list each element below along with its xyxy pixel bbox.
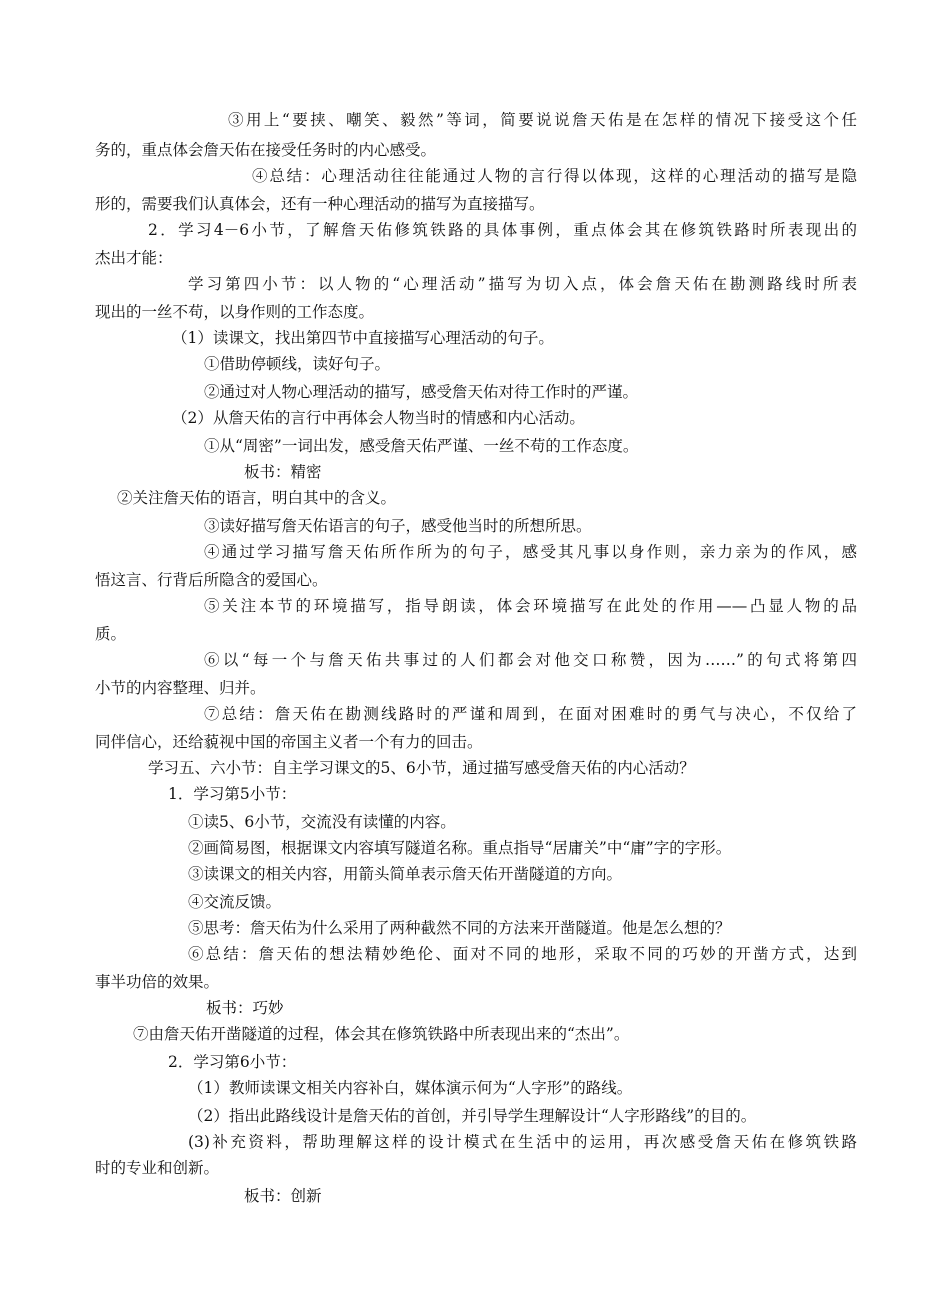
paragraph-line: 2．学习4－6小节，了解詹天佑修筑铁路的具体事例，重点体会其在修筑铁路时所表现出的 [148, 221, 857, 239]
paragraph-line: 务的，重点体会詹天佑在接受任务时的内心感受。 [95, 141, 437, 159]
board-note: 板书：精密 [244, 463, 322, 481]
paragraph-line: ①从“周密”一词出发，感受詹天佑严谨、一丝不苟的工作态度。 [204, 437, 639, 455]
paragraph-line: 时的专业和创新。 [95, 1159, 220, 1177]
paragraph-line: 1．学习第5小节： [168, 785, 297, 803]
paragraph-line: ⑥以“每一个与詹天佑共事过的人们都会对他交口称赞，因为……”的句式将第四 [204, 651, 857, 669]
paragraph-line: ③读好描写詹天佑语言的句子，感受他当时的所想所思。 [204, 517, 592, 535]
paragraph-line: 学习第四小节：以人物的“心理活动”描写为切入点，体会詹天佑在勘测路线时所表 [188, 275, 857, 293]
paragraph-line: 学习五、六小节：自主学习课文的5、6小节，通过描写感受詹天佑的内心活动？ [148, 759, 695, 777]
paragraph-line: ②画简易图，根据课文内容填写隧道名称。重点指导“居庸关”中“庸”字的字形。 [188, 839, 732, 857]
paragraph-line: 悟这言、行背后所隐含的爱国心。 [95, 571, 328, 589]
paragraph-line: ③读课文的相关内容，用箭头简单表示詹天佑开凿隧道的方向。 [188, 865, 623, 883]
paragraph-line: 事半功倍的效果。 [95, 973, 220, 991]
paragraph-line: 同伴信心，还给藐视中国的帝国主义者一个有力的回击。 [95, 733, 483, 751]
paragraph-line: ②关注詹天佑的语言，明白其中的含义。 [117, 489, 397, 507]
paragraph-line: 2．学习第6小节： [168, 1053, 297, 1071]
paragraph-line: ④通过学习描写詹天佑所作所为的句子，感受其凡事以身作则，亲力亲为的作风，感 [204, 543, 857, 561]
paragraph-line: ④交流反馈。 [188, 893, 282, 911]
paragraph-line: ⑦总结：詹天佑在勘测线路时的严谨和周到，在面对困难时的勇气与决心，不仅给了 [204, 705, 857, 723]
paragraph-line: ⑥总结：詹天佑的想法精妙绝伦、面对不同的地形，采取不同的巧妙的开凿方式，达到 [188, 945, 857, 963]
paragraph-line: （2）指出此路线设计是詹天佑的首创，并引导学生理解设计“人字形路线”的目的。 [188, 1107, 757, 1125]
paragraph-line: 现出的一丝不苟，以身作则的工作态度。 [95, 303, 375, 321]
paragraph-line: ②通过对人物心理活动的描写，感受詹天佑对待工作时的严谨。 [204, 383, 639, 401]
paragraph-line: ①借助停顿线，读好句子。 [204, 355, 391, 373]
paragraph-line: 形的，需要我们认真体会，还有一种心理活动的描写为直接描写。 [95, 195, 545, 213]
paragraph-line: ⑤关注本节的环境描写，指导朗读，体会环境描写在此处的作用——凸显人物的品 [204, 597, 857, 615]
paragraph-line: (3)补充资料，帮助理解这样的设计模式在生活中的运用，再次感受詹天佑在修筑铁路 [188, 1133, 857, 1151]
paragraph-line: 小节的内容整理、归并。 [95, 679, 266, 697]
board-note: 板书：巧妙 [206, 999, 284, 1017]
paragraph-line: 质。 [95, 625, 127, 643]
board-note: 板书：创新 [244, 1187, 322, 1205]
paragraph-line: ①读5、6小节，交流没有读懂的内容。 [188, 813, 456, 831]
paragraph-line: （1）教师读课文相关内容补白，媒体演示何为“人字形”的路线。 [188, 1079, 633, 1097]
paragraph-line: ⑦由詹天佑开凿隧道的过程，体会其在修筑铁路中所表现出来的“杰出”。 [133, 1025, 630, 1043]
paragraph-line: （2）从詹天佑的言行中再体会人物当时的情感和内心活动。 [172, 409, 585, 427]
paragraph-line: ⑤思考：詹天佑为什么采用了两种截然不同的方法来开凿隧道。他是怎么想的？ [188, 919, 731, 937]
paragraph-line: （1）读课文，找出第四节中直接描写心理活动的句子。 [172, 329, 554, 347]
paragraph-line: ④总结：心理活动往往能通过人物的言行得以体现，这样的心理活动的描写是隐 [252, 167, 857, 185]
paragraph-line: 杰出才能： [95, 249, 173, 267]
paragraph-line: ③用上“要挟、嘲笑、毅然”等词，简要说说詹天佑是在怎样的情况下接受这个任 [228, 111, 857, 129]
